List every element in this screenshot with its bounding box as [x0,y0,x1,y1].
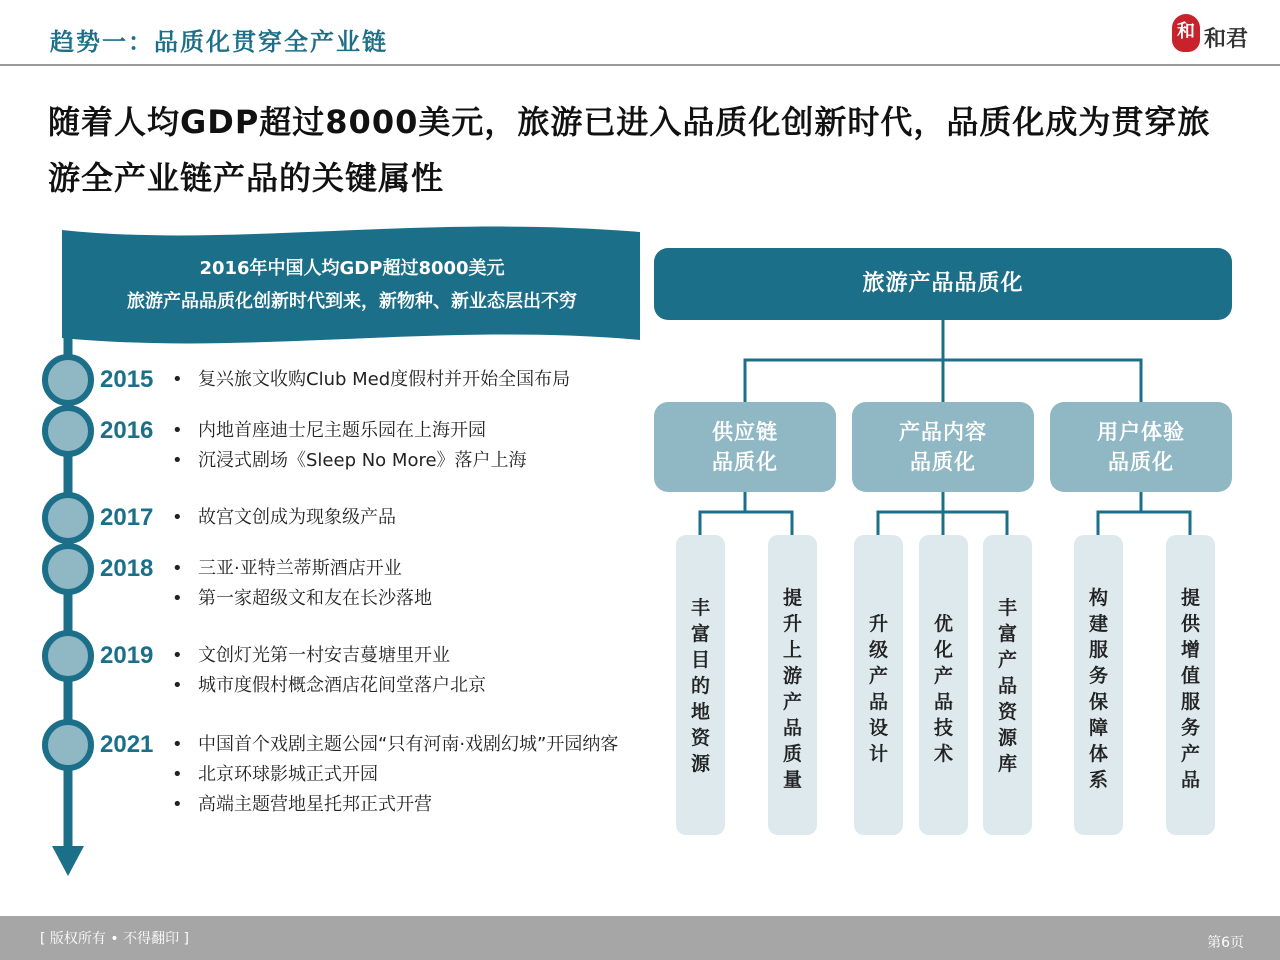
timeline-entries-2015 [172,365,652,395]
slide-footer [0,916,1280,960]
banner-text [62,252,642,318]
timeline-node-2018 [45,546,91,592]
timeline-entries-2021 [172,730,642,820]
category-label: 品质化 [910,450,976,474]
leaf-node: 提供增值服务产品 [1166,535,1215,835]
slide-header [0,0,1280,68]
timeline-year: 2016 [100,417,154,444]
timeline-entry: • 北京环球影城正式开园 [172,760,642,790]
timeline-node-2019 [45,633,91,679]
category-label: 供应链 [712,420,778,444]
header-divider [0,64,1280,66]
timeline-entries-2017 [172,503,652,533]
timeline-node-2016 [45,408,91,454]
leaf-node: 构建服务保障体系 [1074,535,1123,835]
timeline-node-2017 [45,495,91,541]
timeline-year: 2015 [100,366,154,393]
company-logo [1172,14,1262,54]
root-node: 旅游产品品质化 [654,248,1232,320]
timeline-entry: • 第一家超级文和友在长沙落地 [172,584,652,614]
banner-line-2: 旅游产品品质化创新时代到来，新物种、新业态层出不穷 [127,291,577,312]
banner-line-1: 2016年中国人均GDP超过8000美元 [199,258,505,279]
timeline-year: 2017 [100,504,154,531]
timeline-entries-2019 [172,641,652,701]
page-number: 第6页 [1207,935,1244,951]
timeline-entries-2016 [172,416,652,476]
category-node-user-experience [1050,402,1232,492]
category-label: 品质化 [1108,450,1174,474]
leaf-node: 丰富目的地资源 [676,535,725,835]
leaf-node: 提升上游产品质量 [768,535,817,835]
category-label: 产品内容 [899,420,987,444]
timeline-entry: • 中国首个戏剧主题公园“只有河南·戏剧幻城”开园纳客 [172,730,642,760]
category-label: 用户体验 [1097,420,1185,444]
timeline-year: 2018 [100,555,154,582]
timeline-entries-2018 [172,554,652,614]
logo-text: 和君 [1204,27,1249,52]
category-node-product-content [852,402,1034,492]
category-label: 品质化 [712,450,778,474]
timeline-entry: • 沉浸式剧场《Sleep No More》落户上海 [172,446,652,476]
timeline-node-2015 [45,357,91,403]
logo-seal-icon: 和 [1172,14,1200,52]
headline: 随着人均GDP超过8000美元，旅游已进入品质化创新时代，品质化成为贯穿旅游全产业链产品的关键属性 [48,103,1211,197]
timeline-entry: • 内地首座迪士尼主题乐园在上海开园 [172,416,652,446]
leaf-node: 优化产品技术 [919,535,968,835]
timeline-entry: • 文创灯光第一村安吉蔓塘里开业 [172,641,652,671]
timeline-nodes [45,357,91,768]
timeline-entry: • 城市度假村概念酒店花间堂落户北京 [172,671,652,701]
category-node-supply-chain [654,402,836,492]
timeline-node-2021 [45,722,91,768]
timeline-entry: • 故宫文创成为现象级产品 [172,503,652,533]
timeline-entry: • 三亚·亚特兰蒂斯酒店开业 [172,554,652,584]
slide-title: 趋势一：品质化贯穿全产业链 [50,28,388,56]
leaf-node: 丰富产品资源库 [983,535,1032,835]
copyright-notice: [ 版权所有 • 不得翻印 ] [40,931,189,947]
timeline-entry: • 高端主题营地星托邦正式开营 [172,790,642,820]
leaf-node: 升级产品设计 [854,535,903,835]
timeline-year: 2021 [100,731,154,758]
timeline-year: 2019 [100,642,154,669]
timeline-entry: • 复兴旅文收购Club Med度假村并开始全国布局 [172,365,652,395]
